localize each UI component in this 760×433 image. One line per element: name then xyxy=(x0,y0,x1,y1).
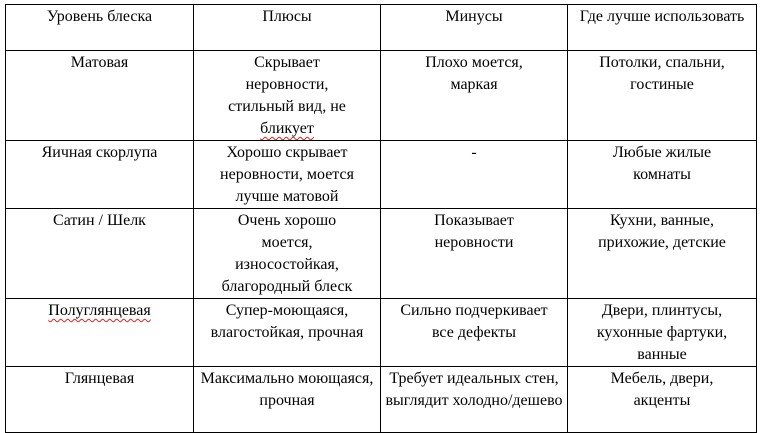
table-row xyxy=(6,141,757,209)
level-cell xyxy=(6,299,194,367)
table-row xyxy=(6,209,757,299)
use-cell: Кухни, ванные, прихожие, детские xyxy=(568,209,757,299)
header-cell: Уровень блеска xyxy=(6,5,194,51)
spellcheck-flagged-word: Полуглянцевая xyxy=(48,302,151,319)
pros-cell: Супер-моющаяся, влагостойкая, прочная xyxy=(194,299,381,367)
pros-cell: Максимально моющаяся, прочная xyxy=(194,367,381,433)
spellcheck-flagged-word: бликует xyxy=(260,120,314,137)
cons-cell: Сильно подчеркивает все дефекты xyxy=(381,299,568,367)
table-row xyxy=(6,299,757,367)
header-cell: Где лучше использовать xyxy=(568,5,757,51)
pros-cell xyxy=(194,51,381,141)
level-cell: Яичная скорлупа xyxy=(6,141,194,209)
table-header-row xyxy=(6,5,757,51)
header-cell: Минусы xyxy=(381,5,568,51)
use-cell: Потолки, спальни, гостиные xyxy=(568,51,757,141)
table-row xyxy=(6,367,757,433)
cons-cell: Показывает неровности xyxy=(381,209,568,299)
level-cell: Глянцевая xyxy=(6,367,194,433)
pros-cell: Очень хорошо моется, износостойкая, благородный блеск xyxy=(194,209,381,299)
use-cell: Мебель, двери, акценты xyxy=(568,367,757,433)
use-cell: Двери, плинтусы, кухонные фартуки, ванные xyxy=(568,299,757,367)
cons-cell: Требует идеальных стен, выглядит холодно/дешево xyxy=(381,367,568,433)
pros-text: Скрывает неровности, стильный вид, не xyxy=(228,54,346,115)
pros-cell: Хорошо скрывает неровности, моется лучше матовой xyxy=(194,141,381,209)
level-cell: Матовая xyxy=(6,51,194,141)
header-cell: Плюсы xyxy=(194,5,381,51)
cons-cell: Плохо моется, маркая xyxy=(381,51,568,141)
cons-cell: - xyxy=(381,141,568,209)
use-cell: Любые жилые комнаты xyxy=(568,141,757,209)
level-cell: Сатин / Шелк xyxy=(6,209,194,299)
gloss-level-table xyxy=(5,4,757,433)
table-row xyxy=(6,51,757,141)
